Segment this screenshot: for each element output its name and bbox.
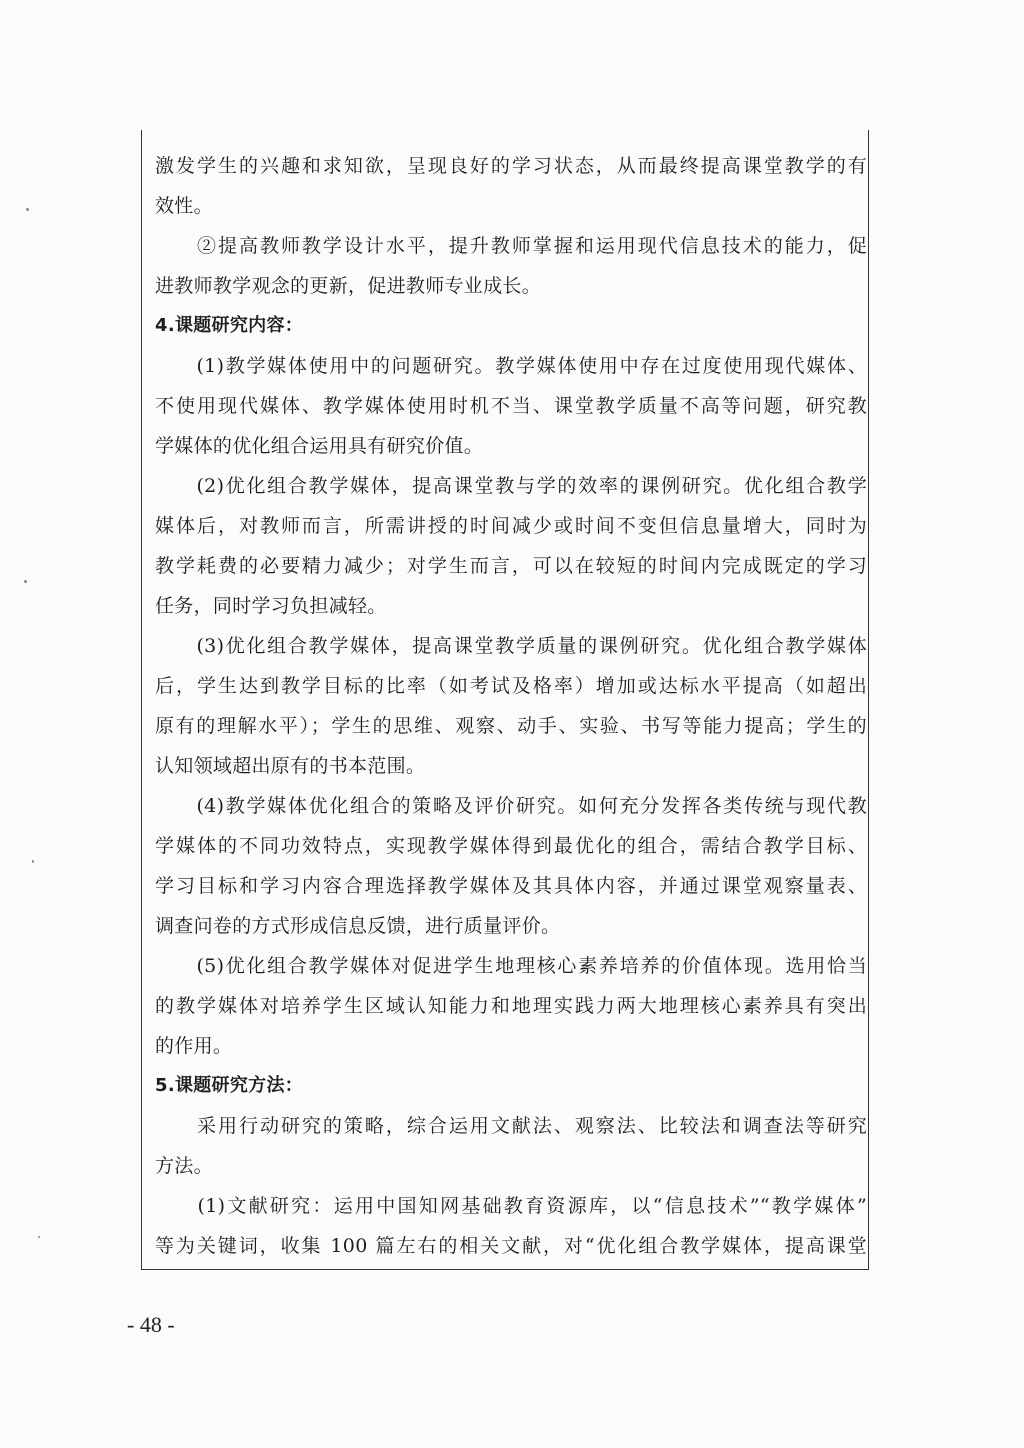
scan-speck (24, 580, 27, 583)
text-line: 媒体后，对教师而言，所需讲授的时间减少或时间不变但信息量增大，同时为 (155, 515, 867, 537)
text-line: 效性。 (155, 195, 213, 217)
text-line: (2)优化组合教学媒体，提高课堂教与学的效率的课例研究。优化组合教学 (155, 475, 867, 497)
text-line: 等为关键词，收集 100 篇左右的相关文献，对“优化组合教学媒体，提高课堂 (155, 1235, 867, 1257)
text-line: (5)优化组合教学媒体对促进学生地理核心素养培养的价值体现。选用恰当 (155, 955, 867, 977)
text-line: ②提高教师教学设计水平，提升教师掌握和运用现代信息技术的能力，促 (155, 235, 867, 257)
text-line: (3)优化组合教学媒体，提高课堂教学质量的课例研究。优化组合教学媒体 (155, 635, 867, 657)
document-body (155, 146, 867, 1266)
text-line: 调查问卷的方式形成信息反馈，进行质量评价。 (155, 915, 561, 937)
section-heading (155, 1066, 867, 1106)
text-line: (1)文献研究：运用中国知网基础教育资源库，以“信息技术”“教学媒体” (155, 1195, 867, 1217)
text-line: 原有的理解水平）；学生的思维、观察、动手、实验、书写等能力提高；学生的 (155, 715, 867, 737)
text-line: 学媒体的不同功效特点，实现教学媒体得到最优化的组合，需结合教学目标、 (155, 835, 867, 857)
text-line: 任务，同时学习负担减轻。 (155, 595, 387, 617)
text-line: 认知领域超出原有的书本范围。 (155, 755, 426, 777)
text-line: 进教师教学观念的更新，促进教师专业成长。 (155, 275, 542, 297)
text-line: 的教学媒体对培养学生区域认知能力和地理实践力两大地理核心素养具有突出 (155, 995, 867, 1017)
text-line: 采用行动研究的策略，综合运用文献法、观察法、比较法和调查法等研究 (155, 1115, 867, 1137)
scan-speck (38, 1236, 40, 1238)
text-line: 学习目标和学习内容合理选择教学媒体及其具体内容，并通过课堂观察量表、 (155, 875, 867, 897)
text-line: 后，学生达到教学目标的比率（如考试及格率）增加或达标水平提高（如超出 (155, 675, 867, 697)
paragraph (155, 786, 867, 946)
page-number: - 48 - (127, 1312, 175, 1337)
heading-text: 4.课题研究内容： (155, 315, 304, 336)
heading-text: 5.课题研究方法： (155, 1075, 304, 1096)
paragraph (155, 466, 867, 626)
paragraph (155, 1106, 867, 1186)
paragraph (155, 626, 867, 786)
paragraph (155, 1186, 867, 1266)
text-line: 教学耗费的必要精力减少；对学生而言，可以在较短的时间内完成既定的学习 (155, 555, 867, 577)
scan-speck (32, 860, 34, 863)
paragraph (155, 146, 867, 226)
scan-speck (26, 208, 29, 211)
paragraph (155, 226, 867, 306)
section-heading (155, 306, 867, 346)
text-line: 的作用。 (155, 1035, 233, 1057)
text-line: (4)教学媒体优化组合的策略及评价研究。如何充分发挥各类传统与现代教 (155, 795, 867, 817)
text-line: 不使用现代媒体、教学媒体使用时机不当、课堂教学质量不高等问题，研究教 (155, 395, 867, 417)
paragraph (155, 946, 867, 1066)
text-line: 学媒体的优化组合运用具有研究价值。 (155, 435, 484, 457)
text-line: (1)教学媒体使用中的问题研究。教学媒体使用中存在过度使用现代媒体、 (155, 355, 867, 377)
text-line: 方法。 (155, 1155, 213, 1177)
paragraph (155, 346, 867, 466)
text-line: 激发学生的兴趣和求知欲，呈现良好的学习状态，从而最终提高课堂教学的有 (155, 155, 867, 177)
